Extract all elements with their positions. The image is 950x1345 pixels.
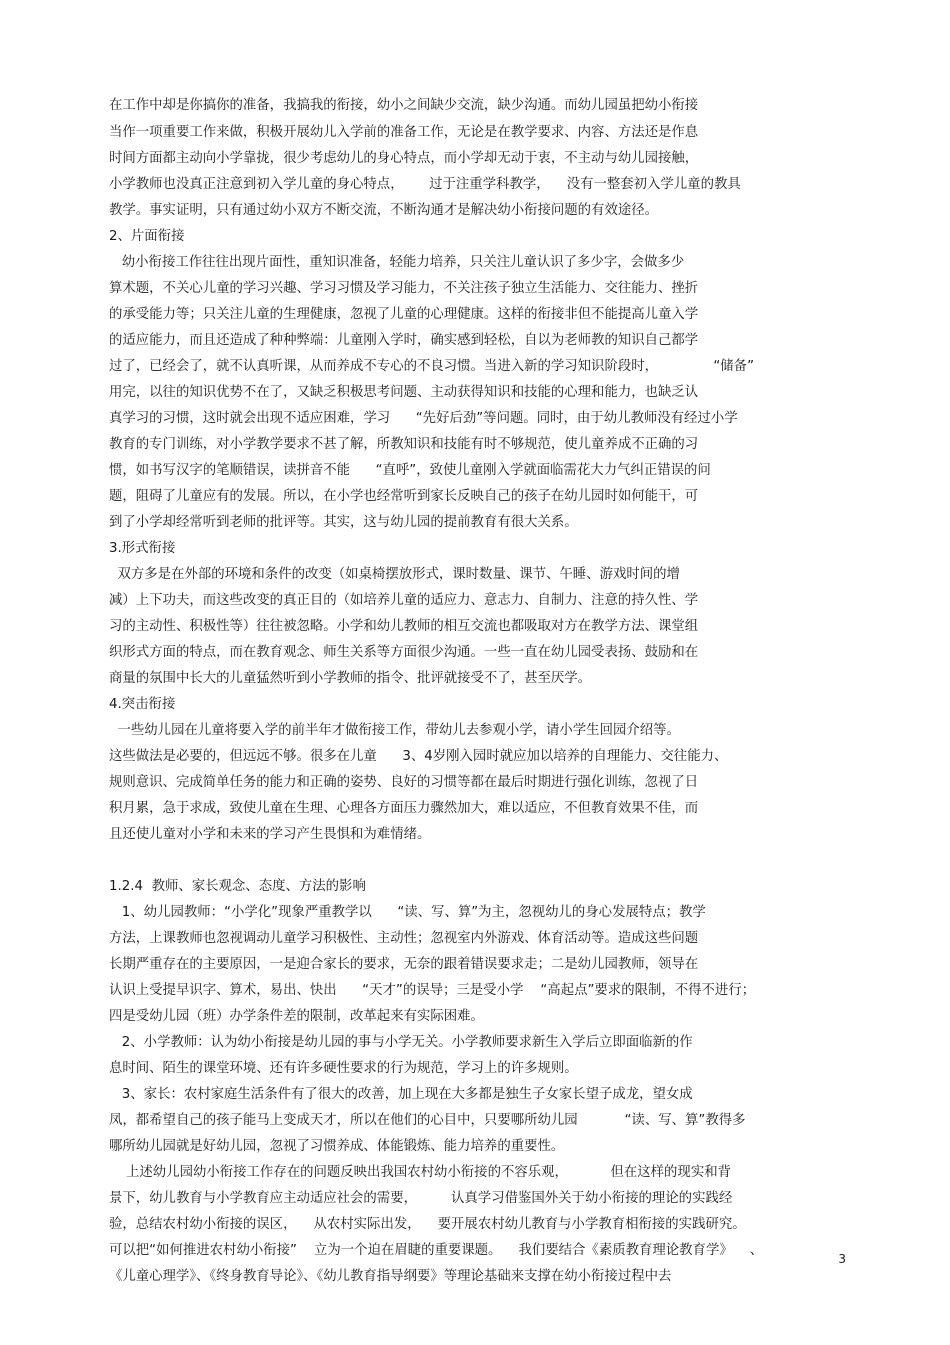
- text-line: 息时间、陌生的课堂环境、还有许多硬性要求的行为规范，学习上的许多规则。: [109, 1061, 578, 1076]
- text-line: 验，总结农村幼小衔接的误区， 从农村实际出发， 要开展农村幼儿教育与小学教育相衔接的实践研究。: [109, 1217, 746, 1232]
- text-line: 一些幼儿园在儿童将要入学的前半年才做衔接工作，带幼儿去参观小学，请小学生回园介绍等。: [109, 723, 680, 738]
- text-line: 长期严重存在的主要原因，一是迎合家长的要求，无奈的跟着错误要求走；二是幼儿园教师，领导在: [109, 957, 699, 972]
- text-line: 规则意识、完成简单任务的能力和正确的姿势、良好的习惯等都在最后时期进行强化训练，忽视了日: [109, 775, 699, 790]
- section-heading: 3.形式衔接: [109, 541, 176, 556]
- text-line: 认识上受提早识字、算术，易出、快出 “天才”的误导；三是受小学 “高起点”要求的限制，不得不进行；: [109, 983, 756, 998]
- text-line: 景下，幼儿教育与小学教育应主动适应社会的需要， 认真学习借鉴国外关于幼小衔接的理论的实践经: [109, 1191, 733, 1206]
- text-line: 教学。事实证明，只有通过幼小双方不断交流，不断沟通才是解决幼小衔接问题的有效途径。: [109, 203, 659, 218]
- text-line: 可以把“如何推进农村幼小衔接” 立为一个迫在眉睫的重要课题。 我们要结合《素质教育理论教育学》 、: [109, 1243, 764, 1258]
- text-line: 上述幼儿园幼小衔接工作存在的问题反映出我国农村幼小衔接的不容乐观， 但在这样的现实和背: [109, 1165, 731, 1180]
- text-line: 方法，上课教师也忽视调动儿童学习积极性、主动性；忽视室内外游戏、体育活动等。造成这些问题: [109, 931, 699, 946]
- text-line: 减）上下功夫，而这些改变的真正目的（如培养儿童的适应力、意志力、自制力、注意的持久性、学: [109, 593, 699, 608]
- text-line: 幼小衔接工作往往出现片面性，重知识准备，轻能力培养，只关注儿童认识了多少字，会做多少: [109, 255, 685, 270]
- text-line: 《儿童心理学》、《终身教育导论》、《幼儿教育指导纲要》等理论基础来支撑在幼小衔接过程中去: [109, 1269, 672, 1284]
- text-line: 题，阻碍了儿童应有的发展。所以，在小学也经常听到家长反映自己的孩子在幼儿园时如何能干，可: [109, 489, 699, 504]
- text-line: 积月累，急于求成，致使儿童在生理、心理各方面压力骤然加大，难以适应，不但教育效果不佳，而: [109, 801, 699, 816]
- section-heading: 1.2.4 教师、家长观念、态度、方法的影响: [109, 879, 366, 894]
- text-line: 双方多是在外部的环境和条件的改变（如桌椅摆放形式，课时数量、课节、午睡、游戏时间的增: [109, 567, 680, 582]
- text-line: 时间方面都主动向小学靠拢，很少考虑幼儿的身心特点，而小学却无动于衷，不主动与幼儿园接触，: [109, 151, 699, 166]
- text-line: 2、小学教师：认为幼小衔接是幼儿园的事与小学无关。小学教师要求新生入学后立即面临新的作: [109, 1035, 693, 1050]
- text-line: 四是受幼儿园（班）办学条件差的限制，改革起来有实际困难。: [109, 1009, 484, 1024]
- text-line: 过了，已经会了，就不认真听课，从而养成不专心的不良习惯。当进入新的学习知识阶段时， “储备”: [109, 359, 755, 374]
- text-line: 小学教师也没真正注意到初入学儿童的身心特点， 过于注重学科教学， 没有一整套初入学儿童的教具: [109, 177, 741, 192]
- text-line: 到了小学却经常听到老师的批评等。其实，这与幼儿园的提前教育有很大关系。: [109, 515, 578, 530]
- text-line: 3、家长：农村家庭生活条件有了很大的改善，加上现在大多都是独生子女家长望子成龙，望女成: [109, 1087, 693, 1102]
- text-line: 哪所幼儿园就是好幼儿园，忽视了习惯养成、体能锻炼、能力培养的重要性。: [109, 1139, 565, 1154]
- text-line: 的适应能力，而且还造成了种种弊端：儿童刚入学时，确实感到轻松，自以为老师教的知识自己都学: [109, 333, 699, 348]
- text-line: 织形式方面的特点，而在教育观念、师生关系等方面很少沟通。一些一直在幼儿园受表扬、鼓励和在: [109, 645, 699, 660]
- text-line: 惯，如书写汉字的笔顺错误，读拼音不能 “直呼”，致使儿童刚入学就面临需花大力气纠正错误的问: [109, 463, 711, 478]
- text-line: 且还使儿童对小学和未来的学习产生畏惧和为难情绪。: [109, 827, 431, 842]
- text-line: 真学习的习惯，这时就会出现不适应困难，学习 “先好后劲”等问题。同时，由于幼儿教师没有经过小学: [109, 411, 738, 426]
- text-line: 用完，以往的知识优势不在了，又缺乏积极思考问题、主动获得知识和技能的心理和能力，也缺乏认: [109, 385, 699, 400]
- text-line: 这些做法是必要的，但远远不够。很多在儿童 3、4岁刚入园时就应加以培养的自理能力、交往能力、: [109, 749, 728, 764]
- text-line: 当作一项重要工作来做，积极开展幼儿入学前的准备工作，无论是在教学要求、内容、方法还是作息: [109, 125, 699, 140]
- text-line: 凤，都希望自己的孩子能马上变成天才，所以在他们的心目中，只要哪所幼儿园 “读、写、算”教得多: [109, 1113, 746, 1128]
- section-heading: 2、片面衔接: [109, 229, 185, 244]
- text-line: 在工作中却是你搞你的准备，我搞我的衔接，幼小之间缺少交流，缺少沟通。而幼儿园虽把幼小衔接: [109, 98, 699, 113]
- text-line: 习的主动性、积极性等）往往被忽略。小学和幼儿教师的相互交流也都吸取对方在教学方法、课堂组: [109, 619, 699, 634]
- section-heading: 4.突击衔接: [109, 697, 176, 712]
- text-line: 算术题，不关心儿童的学习兴趣、学习习惯及学习能力，不关注孩子独立生活能力、交往能力、挫折: [109, 281, 699, 296]
- text-line: 商量的氛围中长大的儿童猛然听到小学教师的指令、批评就接受不了，甚至厌学。: [109, 671, 592, 686]
- text-line: 的承受能力等；只关注儿童的生理健康，忽视了儿童的心理健康。这样的衔接非但不能提高儿童入学: [109, 307, 699, 322]
- page-number: 3: [838, 1252, 846, 1266]
- text-line: 教育的专门训练，对小学教学要求不甚了解，所教知识和技能有时不够规范，使儿童养成不正确的习: [109, 437, 699, 452]
- text-line: 1、幼儿园教师：“小学化”现象严重教学以 “读、写、算”为主，忽视幼儿的身心发展特点；教学: [109, 905, 706, 920]
